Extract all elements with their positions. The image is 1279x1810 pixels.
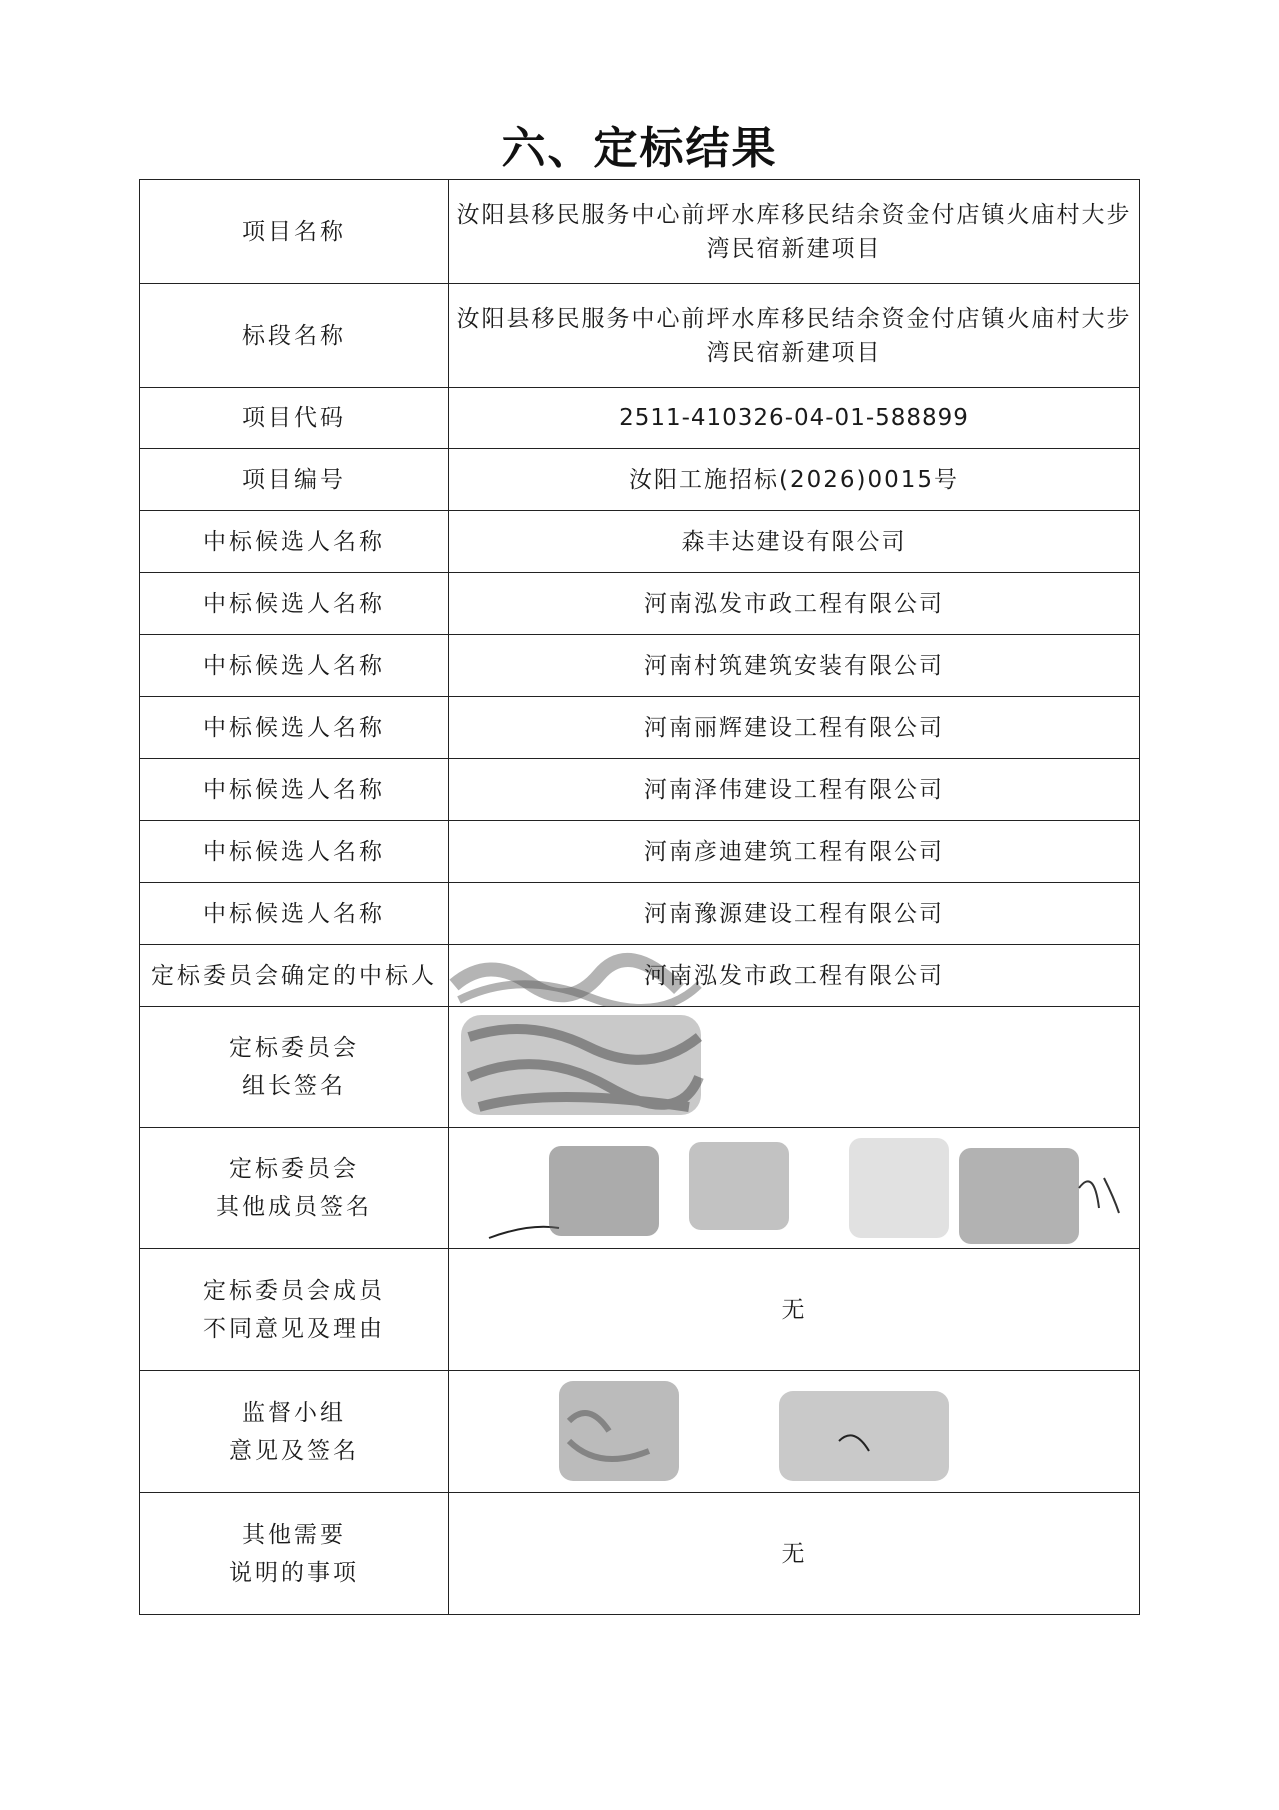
row-label: 定标委员会确定的中标人	[140, 945, 449, 1007]
row-value: 河南村筑建筑安装有限公司	[449, 635, 1140, 697]
row-value: 汝阳工施招标(2026)0015号	[449, 449, 1140, 511]
table-row	[140, 759, 1140, 821]
row-label: 中标候选人名称	[140, 697, 449, 759]
label-line: 组长签名	[242, 1073, 346, 1099]
table-row	[140, 1249, 1140, 1371]
row-label	[140, 1493, 449, 1615]
row-label	[140, 1371, 449, 1493]
label-line: 监督小组	[242, 1399, 346, 1426]
winner-value	[449, 945, 1140, 1007]
row-label: 中标候选人名称	[140, 511, 449, 573]
label-line: 意见及签名	[229, 1437, 359, 1464]
redacted-signatures	[449, 1371, 1139, 1493]
row-label: 中标候选人名称	[140, 759, 449, 821]
table-row	[140, 635, 1140, 697]
row-label: 标段名称	[140, 284, 449, 388]
table-row	[140, 1007, 1140, 1128]
row-label: 中标候选人名称	[140, 883, 449, 945]
dissent-value: 无	[449, 1249, 1140, 1371]
row-value: 河南泓发市政工程有限公司	[449, 573, 1140, 635]
table-row	[140, 821, 1140, 883]
notes-value: 无	[449, 1493, 1140, 1615]
row-value: 河南丽辉建设工程有限公司	[449, 697, 1140, 759]
signature-area	[449, 1371, 1140, 1493]
row-value: 河南彦迪建筑工程有限公司	[449, 821, 1140, 883]
winner-label: 河南泓发市政工程有限公司	[644, 962, 944, 989]
table-row	[140, 511, 1140, 573]
table-row	[140, 697, 1140, 759]
result-table	[139, 179, 1140, 1615]
table-row	[140, 945, 1140, 1007]
page-title: 六、定标结果	[501, 123, 778, 174]
row-value: 河南豫源建设工程有限公司	[449, 883, 1140, 945]
row-label	[140, 1128, 449, 1249]
row-value: 2511-410326-04-01-588899	[449, 388, 1140, 449]
table-row	[140, 1493, 1140, 1615]
label-line: 说明的事项	[229, 1559, 359, 1586]
row-label: 中标候选人名称	[140, 635, 449, 697]
table-row	[140, 573, 1140, 635]
label-line: 不同意见及理由	[203, 1315, 385, 1342]
table-row	[140, 883, 1140, 945]
signature-area	[449, 1128, 1140, 1249]
row-value: 森丰达建设有限公司	[449, 511, 1140, 573]
row-label: 项目代码	[140, 388, 449, 449]
table-row	[140, 1128, 1140, 1249]
row-value: 河南泽伟建设工程有限公司	[449, 759, 1140, 821]
label-line: 定标委员会	[229, 1035, 359, 1061]
redacted-signature	[449, 1007, 1139, 1128]
row-label: 中标候选人名称	[140, 573, 449, 635]
row-value: 汝阳县移民服务中心前坪水库移民结余资金付店镇火庙村大步湾民宿新建项目	[449, 180, 1140, 284]
table-row	[140, 180, 1140, 284]
row-label	[140, 1249, 449, 1371]
row-label: 项目名称	[140, 180, 449, 284]
row-label	[140, 1007, 449, 1128]
table-row	[140, 284, 1140, 388]
label-line: 定标委员会成员	[203, 1277, 385, 1304]
redacted-signatures	[449, 1128, 1139, 1249]
row-label: 中标候选人名称	[140, 821, 449, 883]
table-row	[140, 1371, 1140, 1493]
label-line: 其他需要	[242, 1521, 346, 1548]
table-row	[140, 388, 1140, 449]
signature-area	[449, 1007, 1140, 1128]
row-value: 汝阳县移民服务中心前坪水库移民结余资金付店镇火庙村大步湾民宿新建项目	[449, 284, 1140, 388]
table-row	[140, 449, 1140, 511]
label-line: 其他成员签名	[216, 1194, 372, 1220]
row-label: 项目编号	[140, 449, 449, 511]
label-line: 定标委员会	[229, 1156, 359, 1182]
